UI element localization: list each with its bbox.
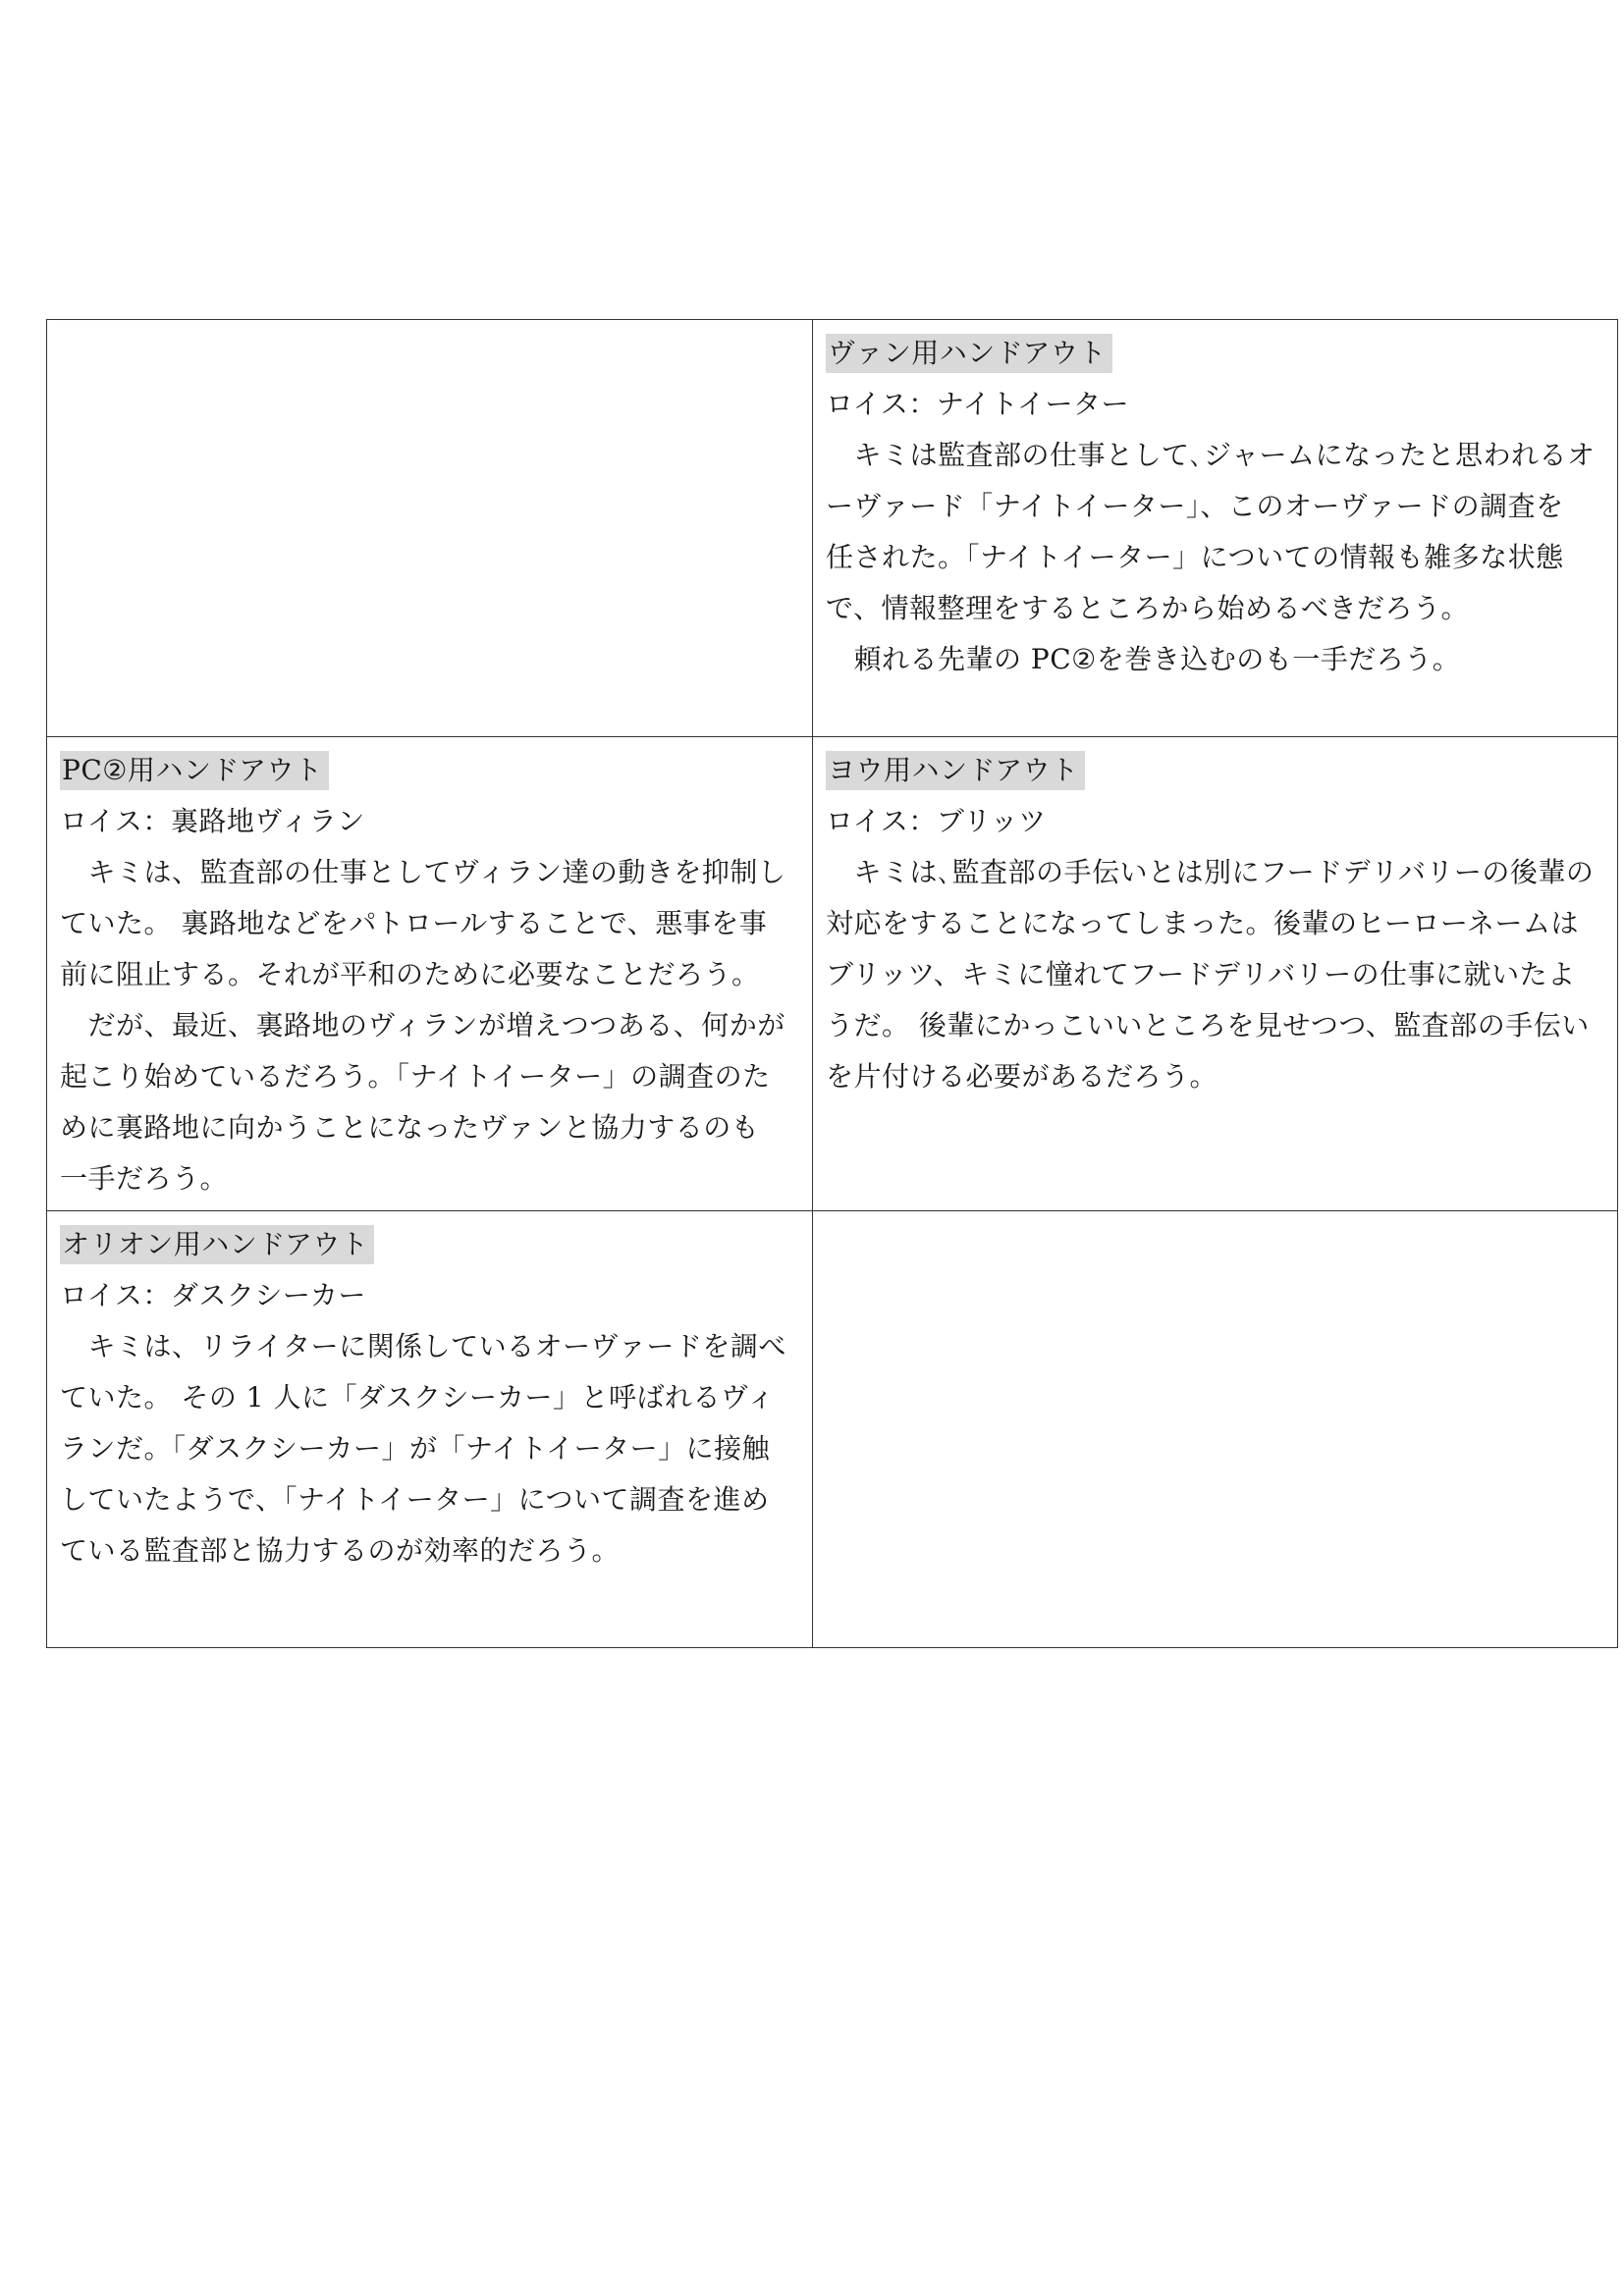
- yo-handout-line: うだ。 後輩にかっこいいところを見せつつ、監査部の手伝い: [826, 1009, 1590, 1041]
- table-row: [47, 1211, 1618, 1648]
- pc2-handout-line: 前に阻止する。それが平和のために必要なことだろう。: [60, 958, 760, 990]
- pc2-handout-title: PC②用ハンドアウト: [60, 751, 329, 790]
- orion-handout-cell: [47, 1211, 813, 1648]
- pc2-handout-line: 起こり始めているだろう。「ナイトイーター」の調査のた: [60, 1060, 771, 1093]
- orion-handout-line: していたようで、「ナイトイーター」について調査を進め: [60, 1483, 770, 1516]
- orion-handout-line: ている監査部と協力するのが効率的だろう。: [60, 1534, 621, 1567]
- orion-handout-title: オリオン用ハンドアウト: [60, 1225, 374, 1264]
- van-handout-rois: ロイス：ナイトイーター: [826, 388, 1130, 420]
- pc2-handout-line: だが、最近、裏路地のヴィランが増えつつある、何かが: [60, 1009, 785, 1041]
- van-handout-line: で、情報整理をするところから始めるべきだろう。: [826, 592, 1469, 624]
- orion-handout-line: キミは、リライターに関係しているオーヴァードを調べ: [60, 1330, 786, 1362]
- handout-table: [46, 319, 1618, 1648]
- pc2-handout-line: めに裏路地に向かうことになったヴァンと協力するのも: [60, 1111, 760, 1144]
- yo-handout-title: ヨウ用ハンドアウト: [826, 751, 1085, 790]
- yo-handout-line: ブリッツ、キミに憧れてフードデリバリーの仕事に就いたよ: [826, 958, 1576, 990]
- van-handout-title: ヴァン用ハンドアウト: [826, 334, 1112, 373]
- orion-handout-line: ランだ。「ダスクシーカー」が「ナイトイーター」に接触: [60, 1432, 771, 1465]
- orion-handout-rois: ロイス：ダスクシーカー: [60, 1279, 366, 1311]
- yo-handout-cell: [813, 737, 1618, 1211]
- empty-cell-bottom-right: [813, 1211, 1618, 1648]
- yo-handout-rois: ロイス：ブリッツ: [826, 805, 1047, 837]
- orion-handout-line: ていた。 その 1 人に「ダスクシーカー」と呼ばれるヴィ: [60, 1381, 776, 1414]
- table-row: [47, 320, 1618, 737]
- van-handout-line: ーヴァード「ナイトイーター」、このオーヴァードの調査を: [826, 490, 1564, 522]
- van-handout-line: 頼れる先輩の PC②を巻き込むのも一手だろう。: [826, 643, 1461, 675]
- van-handout-line: キミは監査部の仕事として､ジャームになったと思われるオ: [826, 439, 1596, 471]
- pc2-handout-line: キミは、監査部の仕事としてヴィラン達の動きを抑制し: [60, 856, 786, 888]
- pc2-handout-line: 一手だろう。: [60, 1162, 229, 1195]
- pc2-handout-cell: [47, 737, 813, 1211]
- table-row: [47, 737, 1618, 1211]
- yo-handout-line: 対応をすることになってしまった。後輩のヒーローネームは: [826, 907, 1579, 939]
- yo-handout-line: キミは､監査部の手伝いとは別にフードデリバリーの後輩の: [826, 856, 1595, 888]
- van-handout-line: 任された。「ナイトイーター」についての情報も雑多な状態: [826, 541, 1564, 573]
- van-handout-cell: [813, 320, 1618, 737]
- pc2-handout-line: ていた。 裏路地などをパトロールすることで、悪事を事: [60, 907, 768, 939]
- pc2-handout-rois: ロイス：裏路地ヴィラン: [60, 805, 365, 837]
- empty-cell-top-left: [47, 320, 813, 737]
- yo-handout-line: を片付ける必要があるだろう。: [826, 1060, 1218, 1093]
